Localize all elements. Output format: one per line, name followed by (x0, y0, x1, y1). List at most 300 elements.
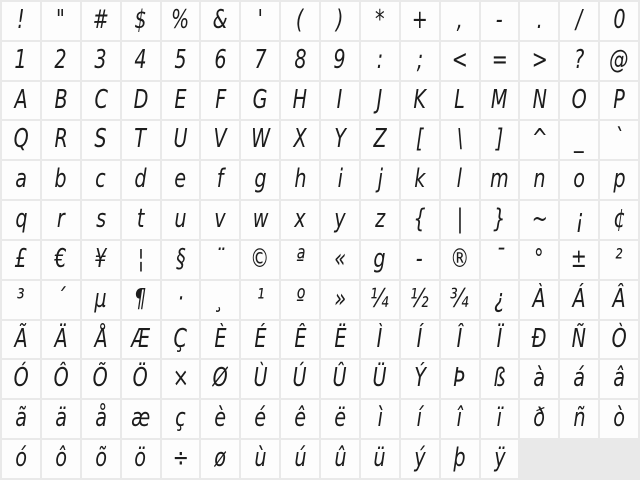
glyph-cell[interactable] (162, 42, 200, 80)
glyph: ÿ (493, 443, 506, 474)
glyph-cell[interactable] (122, 321, 160, 359)
glyph-cell[interactable] (201, 201, 239, 239)
glyph-cell[interactable] (441, 360, 479, 398)
glyph: A (14, 84, 28, 115)
glyph: ½ (410, 283, 429, 314)
glyph-cell[interactable] (600, 2, 638, 40)
glyph-cell[interactable] (241, 440, 279, 478)
empty-cell (560, 440, 598, 478)
glyph-cell[interactable] (162, 161, 200, 199)
glyph-cell[interactable] (122, 440, 160, 478)
glyph-cell[interactable] (321, 400, 359, 438)
glyph-cell[interactable] (42, 241, 80, 279)
glyph-cell[interactable] (560, 121, 598, 159)
glyph-cell[interactable] (600, 241, 638, 279)
glyph-cell[interactable] (560, 201, 598, 239)
glyph-cell[interactable] (520, 82, 558, 120)
glyph-cell[interactable] (2, 321, 40, 359)
glyph-cell[interactable] (82, 161, 120, 199)
glyph-cell[interactable] (162, 241, 200, 279)
glyph: 2 (54, 44, 67, 75)
glyph-cell[interactable] (441, 241, 479, 279)
glyph-cell[interactable] (82, 42, 120, 80)
glyph: 9 (333, 44, 347, 75)
glyph-cell[interactable] (2, 440, 40, 478)
glyph-cell[interactable] (281, 241, 319, 279)
glyph: × (172, 363, 189, 394)
glyph: o (573, 164, 586, 195)
glyph-cell[interactable] (481, 42, 519, 80)
glyph: e (174, 164, 187, 195)
glyph-cell[interactable] (321, 360, 359, 398)
glyph: g (254, 164, 267, 195)
glyph-cell[interactable] (520, 42, 558, 80)
glyph: ¹ (256, 283, 265, 314)
glyph: É (254, 323, 267, 354)
glyph: Ì (376, 323, 383, 354)
glyph-cell[interactable] (321, 2, 359, 40)
glyph: B (54, 84, 68, 115)
glyph-cell[interactable] (122, 42, 160, 80)
glyph-cell[interactable] (42, 400, 80, 438)
glyph-cell[interactable] (441, 82, 479, 120)
glyph: N (532, 84, 547, 115)
glyph: 3 (94, 44, 107, 75)
glyph-cell[interactable] (520, 321, 558, 359)
glyph: 8 (293, 44, 307, 75)
glyph: ° (534, 243, 545, 274)
glyph: ¨ (215, 243, 226, 274)
glyph: , (456, 5, 463, 35)
glyph-cell[interactable] (481, 161, 519, 199)
glyph-cell[interactable] (321, 42, 359, 80)
glyph-cell[interactable] (321, 321, 359, 359)
glyph-cell[interactable] (361, 201, 399, 239)
glyph-cell[interactable] (361, 440, 399, 478)
glyph-cell[interactable] (162, 2, 200, 40)
glyph-cell[interactable] (201, 321, 239, 359)
glyph-cell[interactable] (361, 82, 399, 120)
glyph: V (213, 124, 227, 155)
glyph-cell[interactable] (600, 82, 638, 120)
glyph: K (413, 84, 426, 115)
glyph-cell[interactable] (122, 161, 160, 199)
glyph-cell[interactable] (281, 2, 319, 40)
glyph: . (536, 5, 543, 35)
glyph-cell[interactable] (162, 82, 200, 120)
glyph-cell[interactable] (441, 440, 479, 478)
glyph-cell[interactable] (122, 121, 160, 159)
glyph-cell[interactable] (560, 2, 598, 40)
glyph: Z (373, 124, 387, 155)
glyph-cell[interactable] (281, 82, 319, 120)
glyph-cell[interactable] (321, 281, 359, 319)
glyph-cell[interactable] (560, 360, 598, 398)
glyph: á (573, 363, 586, 394)
glyph-cell[interactable] (201, 400, 239, 438)
glyph-cell[interactable] (321, 440, 359, 478)
glyph: ú (293, 443, 307, 474)
glyph: î (456, 403, 463, 434)
glyph: i (337, 164, 343, 195)
glyph-cell[interactable] (201, 121, 239, 159)
glyph: ¦ (137, 243, 144, 274)
glyph-cell[interactable] (600, 321, 638, 359)
glyph-cell[interactable] (481, 400, 519, 438)
glyph-cell[interactable] (201, 281, 239, 319)
glyph-cell[interactable] (520, 2, 558, 40)
glyph: ç (175, 403, 186, 434)
glyph: è (214, 403, 227, 434)
glyph-cell[interactable] (520, 400, 558, 438)
glyph: ? (574, 44, 585, 75)
glyph-cell[interactable] (42, 42, 80, 80)
glyph-cell[interactable] (2, 42, 40, 80)
glyph-cell[interactable] (2, 121, 40, 159)
glyph: = (491, 44, 508, 75)
glyph: ~ (531, 204, 548, 235)
glyph: Ã (14, 323, 28, 354)
glyph-cell[interactable] (82, 440, 120, 478)
glyph-cell[interactable] (441, 400, 479, 438)
glyph-cell[interactable] (600, 281, 638, 319)
glyph-cell[interactable] (401, 2, 439, 40)
glyph: Ú (293, 363, 308, 394)
glyph-cell[interactable] (122, 400, 160, 438)
glyph-cell[interactable] (401, 42, 439, 80)
glyph-cell[interactable] (401, 241, 439, 279)
glyph-cell[interactable] (2, 360, 40, 398)
glyph-cell[interactable] (241, 241, 279, 279)
glyph-cell[interactable] (321, 241, 359, 279)
glyph: £ (14, 243, 28, 274)
glyph-cell[interactable] (281, 281, 319, 319)
glyph-cell[interactable] (241, 42, 279, 80)
glyph-cell[interactable] (401, 82, 439, 120)
glyph-cell[interactable] (281, 321, 319, 359)
glyph: Ó (13, 363, 29, 394)
glyph-cell[interactable] (441, 121, 479, 159)
glyph-cell[interactable] (162, 281, 200, 319)
glyph: g (373, 243, 386, 274)
glyph-cell[interactable] (560, 42, 598, 80)
glyph: ö (134, 443, 147, 474)
glyph: n (533, 164, 546, 195)
glyph-cell[interactable] (42, 161, 80, 199)
glyph: I (337, 84, 343, 115)
glyph-cell[interactable] (560, 82, 598, 120)
glyph-cell[interactable] (361, 42, 399, 80)
glyph-cell[interactable] (42, 82, 80, 120)
glyph: · (177, 283, 184, 314)
glyph-cell[interactable] (162, 121, 200, 159)
glyph: Å (94, 323, 108, 354)
glyph: ë (334, 403, 346, 434)
glyph-cell[interactable] (401, 440, 439, 478)
glyph-cell[interactable] (441, 201, 479, 239)
glyph-cell[interactable] (2, 241, 40, 279)
glyph: < (451, 44, 468, 75)
glyph-cell[interactable] (162, 440, 200, 478)
glyph: J (376, 84, 383, 115)
glyph: w (252, 204, 269, 235)
glyph: ' (257, 5, 263, 35)
glyph-cell[interactable] (82, 321, 120, 359)
glyph: X (293, 124, 307, 155)
glyph-cell[interactable] (361, 161, 399, 199)
glyph: â (613, 363, 625, 394)
glyph-cell[interactable] (122, 2, 160, 40)
glyph: 4 (134, 44, 147, 75)
glyph-cell[interactable] (42, 121, 80, 159)
glyph-cell[interactable] (201, 42, 239, 80)
glyph-cell[interactable] (281, 440, 319, 478)
glyph-cell[interactable] (600, 400, 638, 438)
glyph: ¥ (94, 243, 107, 274)
glyph: p (612, 164, 626, 195)
glyph-cell[interactable] (401, 281, 439, 319)
glyph: Æ (131, 323, 150, 354)
glyph-cell[interactable] (441, 321, 479, 359)
glyph: Â (612, 283, 626, 314)
glyph: 0 (612, 5, 626, 35)
glyph-cell[interactable] (201, 82, 239, 120)
glyph-cell[interactable] (281, 42, 319, 80)
glyph-cell[interactable] (82, 281, 120, 319)
glyph-cell[interactable] (241, 321, 279, 359)
glyph-cell[interactable] (600, 42, 638, 80)
glyph-cell[interactable] (520, 201, 558, 239)
glyph: R (54, 124, 68, 155)
glyph-cell[interactable] (401, 360, 439, 398)
glyph: W (250, 124, 270, 155)
glyph-cell[interactable] (281, 161, 319, 199)
glyph: 6 (214, 44, 227, 75)
glyph-cell[interactable] (82, 121, 120, 159)
glyph: º (295, 283, 305, 314)
glyph-cell[interactable] (82, 400, 120, 438)
glyph-cell[interactable] (560, 281, 598, 319)
glyph-cell[interactable] (2, 201, 40, 239)
glyph: ´ (56, 283, 66, 314)
glyph-cell[interactable] (162, 400, 200, 438)
glyph: u (174, 204, 187, 235)
glyph-cell[interactable] (241, 161, 279, 199)
glyph: G (252, 84, 268, 115)
glyph: à (533, 363, 546, 394)
glyph-cell[interactable] (122, 241, 160, 279)
empty-cell (520, 440, 558, 478)
glyph-cell[interactable] (42, 321, 80, 359)
glyph-cell[interactable] (481, 121, 519, 159)
glyph: Ù (253, 363, 268, 394)
glyph-cell[interactable] (481, 201, 519, 239)
glyph: r (56, 204, 65, 235)
glyph: ² (615, 243, 623, 274)
glyph: [ (415, 124, 424, 155)
glyph-cell[interactable] (122, 82, 160, 120)
glyph: 7 (254, 44, 267, 75)
glyph-cell[interactable] (201, 161, 239, 199)
glyph: h (293, 164, 307, 195)
glyph: ê (294, 403, 306, 434)
glyph-cell[interactable] (600, 161, 638, 199)
glyph-cell[interactable] (361, 241, 399, 279)
glyph: S (94, 124, 107, 155)
glyph-cell[interactable] (520, 121, 558, 159)
glyph-cell[interactable] (481, 82, 519, 120)
glyph: b (54, 164, 67, 195)
glyph-cell[interactable] (401, 201, 439, 239)
glyph: H (292, 84, 308, 115)
glyph-cell[interactable] (520, 241, 558, 279)
glyph: Ë (333, 323, 346, 354)
glyph-cell[interactable] (560, 321, 598, 359)
glyph: > (531, 44, 548, 75)
glyph-cell[interactable] (241, 281, 279, 319)
glyph: ¸ (215, 283, 226, 314)
glyph-cell[interactable] (42, 201, 80, 239)
glyph-cell[interactable] (361, 400, 399, 438)
glyph: Ê (294, 323, 307, 354)
glyph-cell[interactable] (321, 161, 359, 199)
glyph: Ç (173, 323, 188, 354)
glyph: å (94, 403, 107, 434)
glyph: Ý (413, 363, 426, 394)
glyph-cell[interactable] (162, 201, 200, 239)
glyph-cell[interactable] (201, 440, 239, 478)
glyph-cell[interactable] (481, 2, 519, 40)
glyph: " (56, 5, 66, 35)
glyph-cell[interactable] (42, 360, 80, 398)
glyph: l (456, 164, 463, 195)
glyph-cell[interactable] (281, 400, 319, 438)
glyph: æ (131, 403, 151, 434)
glyph: ! (17, 5, 25, 35)
glyph-cell[interactable] (122, 281, 160, 319)
glyph-cell[interactable] (201, 360, 239, 398)
glyph: ð (533, 403, 546, 434)
glyph-cell[interactable] (361, 281, 399, 319)
glyph: È (214, 323, 227, 354)
glyph: | (456, 204, 463, 235)
glyph: L (454, 84, 465, 115)
glyph-cell[interactable] (82, 201, 120, 239)
glyph: Á (572, 283, 586, 314)
glyph: § (175, 243, 186, 274)
glyph-cell[interactable] (42, 2, 80, 40)
glyph: ï (496, 403, 503, 434)
glyph-cell[interactable] (401, 121, 439, 159)
glyph-cell[interactable] (520, 161, 558, 199)
glyph-cell[interactable] (162, 360, 200, 398)
glyph-cell[interactable] (281, 121, 319, 159)
glyph-cell[interactable] (441, 281, 479, 319)
glyph: t (136, 204, 145, 235)
glyph-cell[interactable] (600, 121, 638, 159)
glyph-cell[interactable] (241, 121, 279, 159)
glyph-cell[interactable] (441, 2, 479, 40)
glyph-cell[interactable] (560, 161, 598, 199)
glyph: - (495, 5, 503, 35)
glyph-cell[interactable] (201, 241, 239, 279)
glyph-cell[interactable] (361, 121, 399, 159)
glyph-cell[interactable] (241, 2, 279, 40)
glyph-cell[interactable] (361, 321, 399, 359)
glyph-cell[interactable] (361, 360, 399, 398)
glyph-cell[interactable] (241, 82, 279, 120)
glyph-cell[interactable] (321, 82, 359, 120)
glyph: ] (495, 124, 504, 155)
glyph: µ (94, 283, 107, 314)
glyph: û (333, 443, 347, 474)
glyph: & (212, 5, 228, 35)
glyph-cell[interactable] (162, 321, 200, 359)
glyph-cell[interactable] (321, 201, 359, 239)
glyph: ò (613, 403, 625, 434)
glyph-cell[interactable] (241, 400, 279, 438)
glyph-cell[interactable] (321, 121, 359, 159)
glyph-cell[interactable] (201, 2, 239, 40)
glyph: ü (373, 443, 386, 474)
glyph-cell[interactable] (281, 360, 319, 398)
glyph-cell[interactable] (520, 281, 558, 319)
glyph-cell[interactable] (481, 321, 519, 359)
glyph: j (377, 164, 383, 195)
glyph-cell[interactable] (481, 440, 519, 478)
glyph-cell[interactable] (82, 2, 120, 40)
glyph-cell[interactable] (42, 440, 80, 478)
glyph: v (214, 204, 226, 235)
glyph: ; (416, 44, 423, 75)
glyph-cell[interactable] (2, 400, 40, 438)
glyph: ± (571, 243, 588, 274)
glyph-cell[interactable] (401, 400, 439, 438)
glyph-cell[interactable] (82, 82, 120, 120)
glyph-cell[interactable] (122, 201, 160, 239)
glyph-cell[interactable] (600, 201, 638, 239)
glyph-cell[interactable] (560, 241, 598, 279)
glyph: ® (449, 243, 470, 274)
glyph-cell[interactable] (281, 201, 319, 239)
glyph: \ (456, 124, 463, 155)
glyph-cell[interactable] (241, 201, 279, 239)
glyph-cell[interactable] (401, 321, 439, 359)
glyph: / (575, 5, 583, 35)
glyph-cell[interactable] (481, 360, 519, 398)
glyph-cell[interactable] (441, 42, 479, 80)
glyph-cell[interactable] (481, 281, 519, 319)
glyph-cell[interactable] (560, 400, 598, 438)
glyph-cell[interactable] (82, 241, 120, 279)
glyph-cell[interactable] (361, 2, 399, 40)
glyph-cell[interactable] (241, 360, 279, 398)
glyph-cell[interactable] (600, 360, 638, 398)
glyph-cell[interactable] (401, 161, 439, 199)
glyph: Ô (53, 363, 69, 394)
glyph: Û (332, 363, 347, 394)
glyph-cell[interactable] (2, 281, 40, 319)
glyph-cell[interactable] (122, 360, 160, 398)
glyph-cell[interactable] (520, 360, 558, 398)
glyph-cell[interactable] (2, 82, 40, 120)
glyph-cell[interactable] (481, 241, 519, 279)
glyph-cell[interactable] (82, 360, 120, 398)
glyph-cell[interactable] (42, 281, 80, 319)
glyph-cell[interactable] (441, 161, 479, 199)
glyph-cell[interactable] (2, 2, 40, 40)
glyph-cell[interactable] (2, 161, 40, 199)
